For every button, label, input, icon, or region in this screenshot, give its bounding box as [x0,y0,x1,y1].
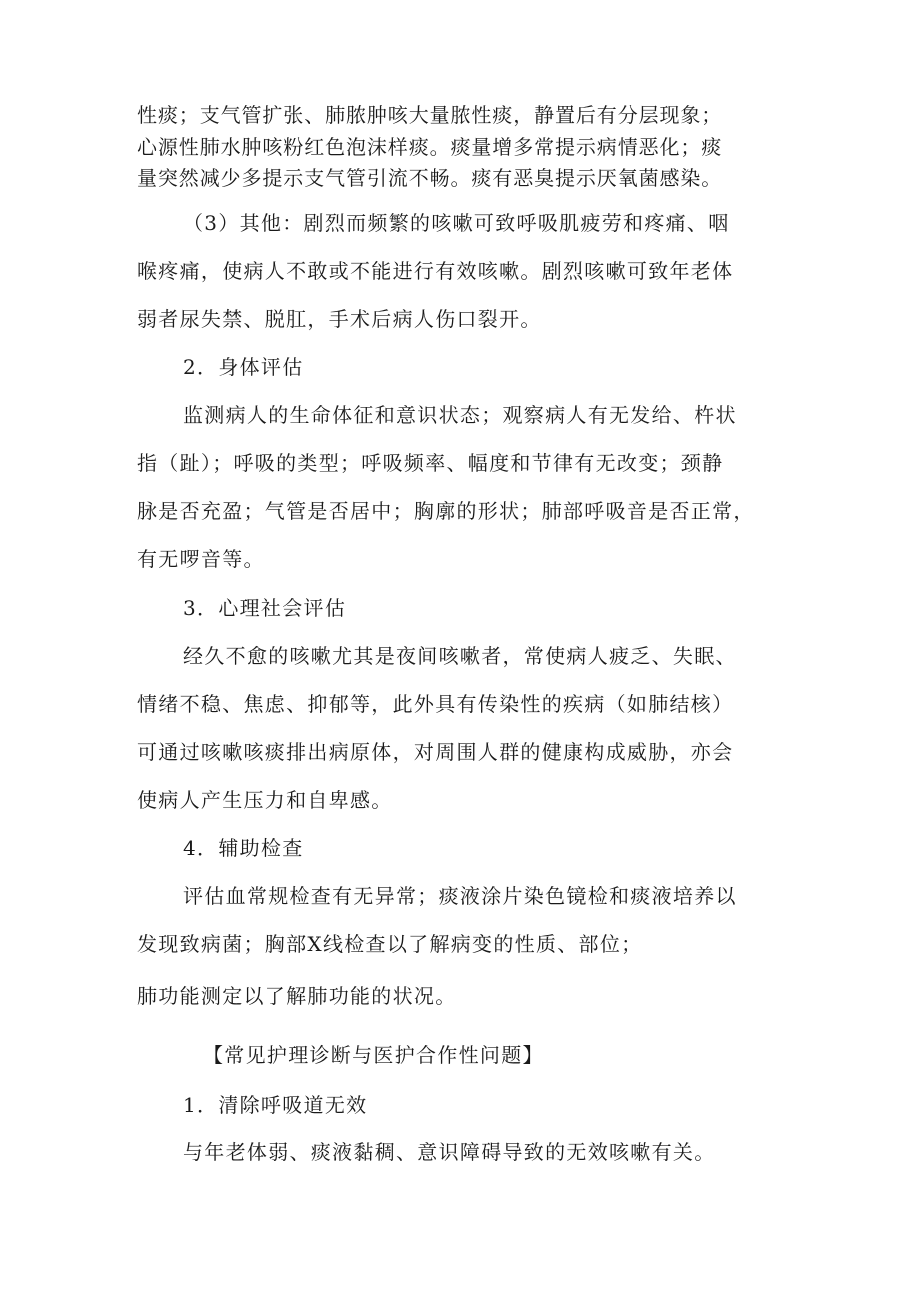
text-line: 与年老体弱、痰液黏稠、意识障碍导致的无效咳嗽有关。 [183,1140,716,1164]
text-line: 脉是否充盈；气管是否居中；胸廓的形状；肺部呼吸音是否正常， [137,499,755,523]
text-line: 喉疼痛，使病人不敢或不能进行有效咳嗽。剧烈咳嗽可致年老体 [137,259,734,283]
section-heading: 3．心理社会评估 [183,596,347,620]
text-line: 弱者尿失禁、脱肛，手术后病人伤口裂开。 [137,307,542,331]
text-line: 指（趾）；呼吸的类型；呼吸频率、幅度和节律有无改变；颈静 [137,451,724,475]
text-line: 情绪不稳、焦虑、抑郁等，此外具有传染性的疾病（如肺结核） [137,692,734,716]
text-line: 发现致病菌；胸部X线检查以了解病变的性质、部位； [137,932,643,956]
section-heading: 【常见护理诊断与医护合作性问题】 [203,1043,544,1067]
text-line: 肺功能测定以了解肺功能的状况。 [137,984,457,1008]
section-heading: 4．辅助检查 [183,836,304,860]
text-line: 有无啰音等。 [137,547,265,571]
text-line: 使病人产生压力和自卑感。 [137,788,393,812]
text-line: 经久不愈的咳嗽尤其是夜间咳嗽者，常使病人疲乏、失眠、 [183,644,737,668]
text-line: 心源性肺水肿咳粉红色泡沫样痰。痰量增多常提示病情恶化；痰 [137,135,723,159]
text-line: 监测病人的生命体征和意识状态；观察病人有无发给、杵状 [183,403,737,427]
text-line: 评估血常规检查有无异常；痰液涂片染色镜检和痰液培养以 [183,884,737,908]
text-line: 量突然减少多提示支气管引流不畅。痰有恶臭提示厌氧菌感染。 [137,166,723,190]
text-line: （3）其他：剧烈而频繁的咳嗽可致呼吸肌疲劳和疼痛、咽 [183,211,730,235]
section-heading: 1．清除呼吸道无效 [183,1093,368,1117]
text-line: 性痰；支气管扩张、肺脓肿咳大量脓性痰，静置后有分层现象； [137,103,723,127]
section-heading: 2．身体评估 [183,355,304,379]
text-line: 可通过咳嗽咳痰排出病原体，对周围人群的健康构成威胁，亦会 [137,740,734,764]
